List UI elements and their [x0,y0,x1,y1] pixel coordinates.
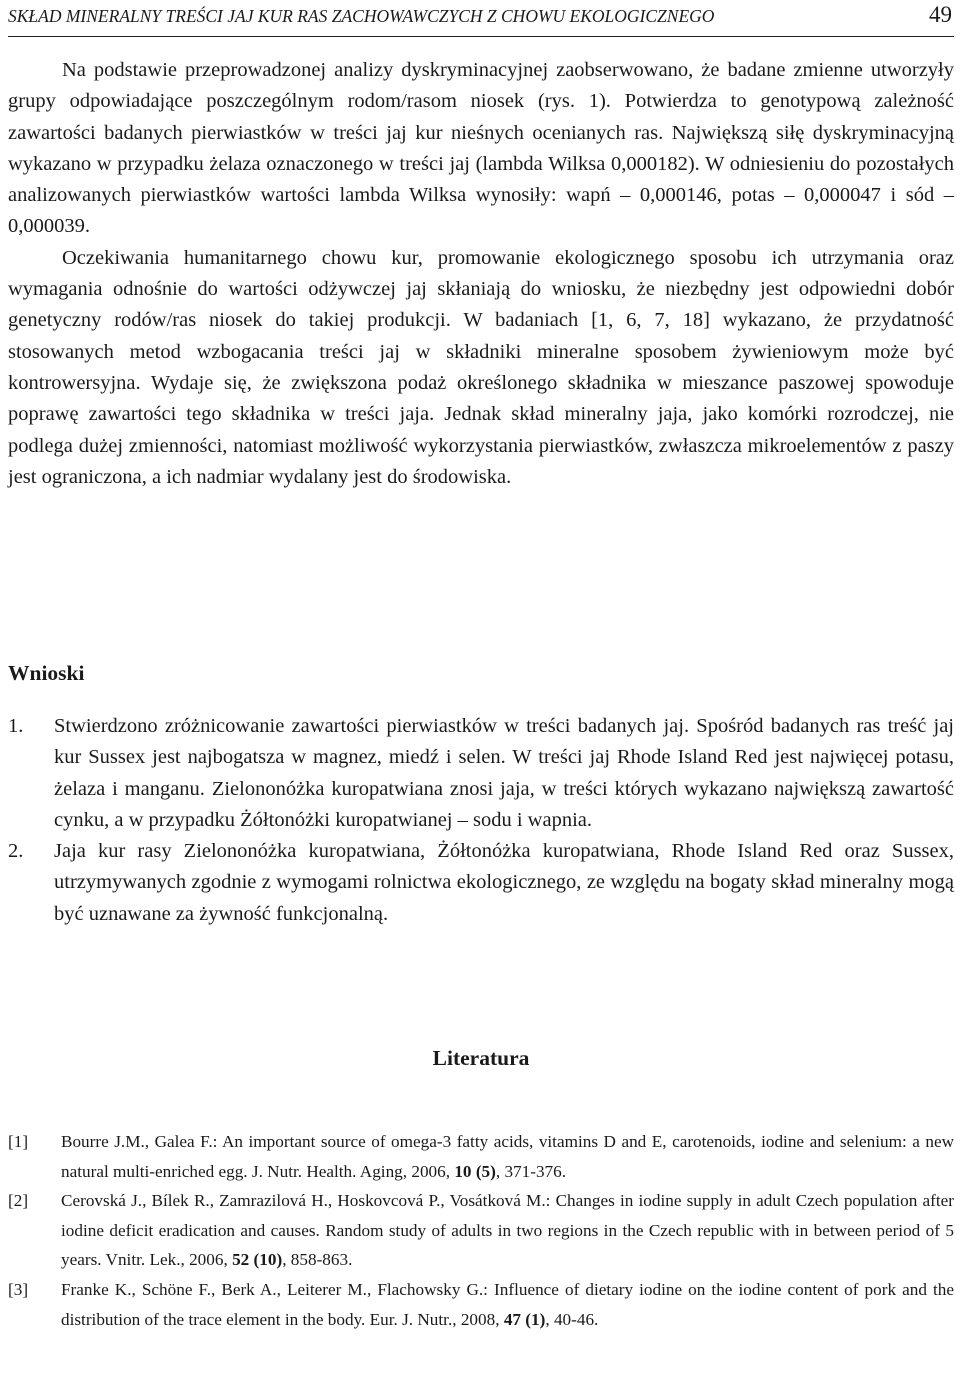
conclusion-number: 2. [8,840,24,863]
reference-text: An important source of omega-3 fatty acids, vitamins D and E, carotenoids, iodine and selenium: a new natural multi-enriched egg. J. Nutr. Health. Aging, 2006, [61,1132,954,1181]
body-text [8,55,954,493]
reference-pages: , 371-376. [495,1161,567,1181]
reference-text: Influence of dietary iodine on the iodine content of pork and the distribution of the trace element in the body. Eur. J. Nutr., 2008, [61,1279,954,1329]
references-list [8,1127,954,1334]
running-header [8,2,954,37]
body-paragraph: Oczekiwania humanitarnego chowu kur, promowanie ekologicznego sposobu ich utrzymania oraz wymagania odnośnie do wartości odżywczej jaj skłaniają do wniosku, że niezbędny jest odpowiedni dobór genetyczny rodów/ras niosek do takiej produkcji. W badaniach [1, 6, 7, 18] wykazano, że przydatność stosowanych metod wzbogacania treści jaj w składniki mineralne sposobem żywieniowym może być kontrowersyjna. Wydaje się, że zwiększona podaż określonego składnika w mieszance paszowej spowoduje poprawę zawartości tego składnika w treści jaja. Jednak skład mineralny jaja, jako komórki rozrodczej, nie podlega dużej zmienności, natomiast możliwość wykorzystania pierwiastków, zwłaszcza mikroelementów z paszy jest ograniczona, a ich nadmiar wydalany jest do środowiska. [8,246,954,488]
reference-number: [1] [8,1132,29,1151]
reference-authors: Bourre J.M., Galea F.: [61,1132,218,1151]
conclusion-item [8,711,954,836]
page-number: 49 [929,2,952,27]
body-paragraph: Na podstawie przeprowadzonej analizy dyskryminacyjnej zaobserwowano, że badane zmienne utworzyły grupy odpowiadające poszczególnym rodom/rasom niosek (rys. 1). Potwierdza to genotypową zależność zawartości badanych pierwiastków w treści jaj kur nieśnych ocenianych ras. Największą siłę dyskryminacyjną wykazano w przypadku żelaza oznaczonego w treści jaj (lambda Wilksa 0,000182). W odniesieniu do pozostałych analizowanych pierwiastków wartości lambda Wilksa wynosiły: wapń – 0,000146, potas – 0,000047 i sód – 0,000039. [8,59,954,238]
running-title: SKŁAD MINERALNY TREŚCI JAJ KUR RAS ZACHOWAWCZYCH Z CHOWU EKOLOGICZNEGO [8,6,715,26]
reference-item [8,1127,954,1186]
reference-item [8,1275,954,1334]
conclusion-text: Stwierdzono zróżnicowanie zawartości pierwiastków w treści badanych jaj. Spośród badanych ras treść jaj kur Sussex jest najbogatsza w magnez, miedź i selen. W treści jaj Rhode Island Red jest najwięcej potasu, żelaza i manganu. Zielononóżka kuropatwiana znosi jaja, w treści których wykazano największą zawartość cynku, a w przypadku Żółtonóżki kuropatwianej – sodu i wapnia. [54,715,954,831]
reference-item [8,1186,954,1275]
reference-volume: 10 (5) [454,1161,496,1181]
reference-authors: Franke K., Schöne F., Berk A., Leiterer M., Flachowsky G.: [61,1279,488,1299]
literature-heading: Literatura [432,1046,530,1070]
reference-volume: 52 (10) [232,1250,283,1270]
conclusion-item [8,836,954,930]
reference-volume: 47 (1) [503,1309,546,1329]
reference-number: [2] [8,1191,29,1211]
conclusion-text: Jaja kur rasy Zielononóżka kuropatwiana, Żółtonóżka kuropatwiana, Rhode Island Red oraz Sussex, utrzymywanych zgodnie z wymogami rolnictwa ekologicznego, ze względu na bogaty skład mineralny mogą być uznawane za żywność funkcjonalną. [54,840,954,925]
conclusions-heading: Wnioski [8,661,85,685]
conclusions-list [8,711,954,930]
reference-text: Changes in iodine supply in adult Czech population after iodine deficit eradication and causes. Random study of adults in two regions in the Czech republic with in between period of 5 years. Vnitr. Lek., 2006, [61,1191,954,1270]
reference-pages: , 40-46. [545,1309,599,1329]
conclusion-number: 1. [8,715,24,737]
reference-authors: Cerovská J., Bílek R., Zamrazilová H., Hoskovcová P., Vosátková M.: [61,1191,551,1211]
reference-number: [3] [8,1279,29,1299]
reference-pages: , 858-863. [282,1250,353,1270]
